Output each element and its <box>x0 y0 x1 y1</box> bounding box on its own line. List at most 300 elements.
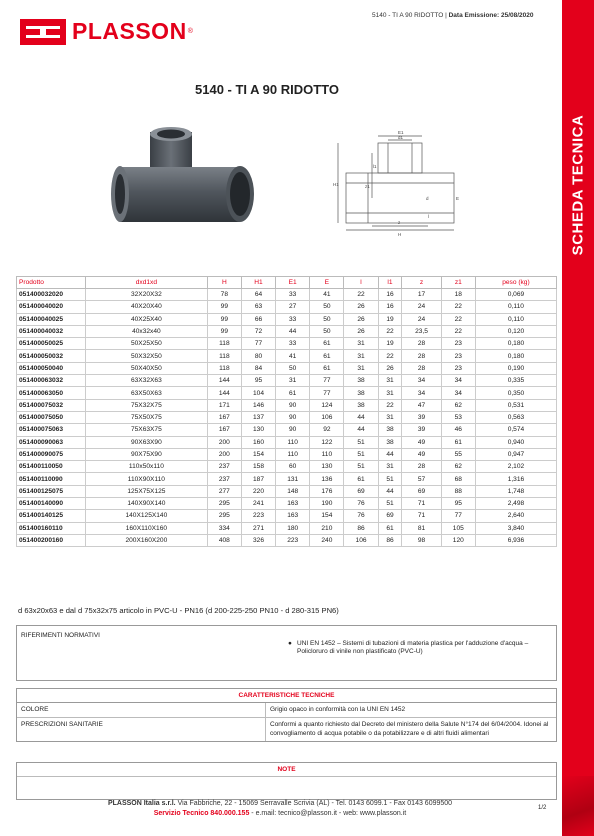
table-cell: 144 <box>207 387 241 399</box>
table-cell: 75X50X75 <box>86 411 208 423</box>
table-cell: 237 <box>207 473 241 485</box>
sidebar-label-text: SCHEDA TECNICA <box>569 114 587 256</box>
table-cell: 90X63X90 <box>86 436 208 448</box>
table-cell: 50 <box>310 313 344 325</box>
table-row <box>17 338 557 350</box>
dim-label-d: d <box>426 196 429 201</box>
table-cell: 0,180 <box>475 338 556 350</box>
product-code-cell: 051400050025 <box>17 338 86 350</box>
table-cell: 51 <box>378 498 402 510</box>
doc-reference: 5140 - TI A 90 RIDOTTO <box>372 12 444 19</box>
table-cell: 23 <box>441 362 475 374</box>
table-cell: 110 <box>276 436 310 448</box>
table-cell: 0,574 <box>475 424 556 436</box>
table-cell: 22 <box>378 325 402 337</box>
table-cell: 46 <box>441 424 475 436</box>
table-cell: 63 <box>241 301 275 313</box>
table-cell: 72 <box>241 325 275 337</box>
table-cell: 31 <box>344 362 378 374</box>
table-cell: 22 <box>344 289 378 301</box>
product-code-cell: 051400075032 <box>17 399 86 411</box>
table-cell: 160 <box>241 436 275 448</box>
table-cell: 50 <box>310 301 344 313</box>
table-cell: 31 <box>378 387 402 399</box>
table-cell: 44 <box>344 411 378 423</box>
product-code-cell: 051400125075 <box>17 485 86 497</box>
table-row <box>17 313 557 325</box>
table-cell: 90 <box>276 411 310 423</box>
table-cell: 2,102 <box>475 461 556 473</box>
table-cell: 1,748 <box>475 485 556 497</box>
table-cell: 120 <box>441 534 475 546</box>
column-header: E <box>310 277 344 289</box>
dim-label-l1: l1 <box>373 164 377 169</box>
footer-contacts <box>0 810 560 817</box>
material-footnote: d 63x20x63 e dal d 75x32x75 articolo in PVC-U - PN16 (d 200-225-250 PN10 - d 280-315 PN6) <box>18 606 339 615</box>
table-cell: 0,120 <box>475 325 556 337</box>
table-cell: 148 <box>276 485 310 497</box>
table-cell: 19 <box>378 313 402 325</box>
table-cell: 61 <box>378 522 402 534</box>
table-cell: 99 <box>207 325 241 337</box>
table-cell: 2,640 <box>475 510 556 522</box>
table-cell: 76 <box>344 510 378 522</box>
table-body <box>17 289 557 547</box>
table-cell: 50 <box>310 325 344 337</box>
product-code-cell: 051400140125 <box>17 510 86 522</box>
dim-label-l: l <box>428 214 429 219</box>
brand-name: PLASSON <box>72 18 187 44</box>
table-cell: 75X32X75 <box>86 399 208 411</box>
table-row <box>17 350 557 362</box>
table-cell: 63X50X63 <box>86 387 208 399</box>
product-code-cell: 051400063032 <box>17 375 86 387</box>
table-cell: 124 <box>310 399 344 411</box>
table-cell: 86 <box>378 534 402 546</box>
table-cell: 34 <box>402 387 441 399</box>
table-cell: 49 <box>402 436 441 448</box>
table-cell: 38 <box>344 387 378 399</box>
table-row <box>17 424 557 436</box>
table-cell: 140X90X140 <box>86 498 208 510</box>
table-cell: 223 <box>241 510 275 522</box>
table-row <box>17 510 557 522</box>
ribbon-decoration <box>562 776 594 836</box>
table-cell: 18 <box>441 289 475 301</box>
table-cell: 326 <box>241 534 275 546</box>
product-code-cell: 051400032020 <box>17 289 86 301</box>
table-cell: 106 <box>344 534 378 546</box>
table-cell: 0,190 <box>475 362 556 374</box>
table-cell: 40X25X40 <box>86 313 208 325</box>
table-cell: 22 <box>441 325 475 337</box>
table-cell: 61 <box>276 387 310 399</box>
table-cell: 78 <box>207 289 241 301</box>
table-cell: 61 <box>441 436 475 448</box>
table-cell: 39 <box>402 424 441 436</box>
table-cell: 77 <box>241 338 275 350</box>
dimensions-table <box>16 276 557 547</box>
sidebar-band <box>562 0 594 836</box>
table-row <box>17 325 557 337</box>
product-code-cell: 051400040020 <box>17 301 86 313</box>
table-cell: 408 <box>207 534 241 546</box>
sidebar-label <box>562 110 594 260</box>
table-cell: 77 <box>310 375 344 387</box>
table-cell: 163 <box>276 498 310 510</box>
colour-label: COLORE <box>21 706 49 713</box>
table-cell: 110X90X110 <box>86 473 208 485</box>
table-cell: 171 <box>207 399 241 411</box>
sanitary-row <box>17 718 556 741</box>
table-cell: 167 <box>207 424 241 436</box>
table-cell: 64 <box>241 289 275 301</box>
table-cell: 223 <box>276 534 310 546</box>
table-cell: 2,498 <box>475 498 556 510</box>
product-code-cell: 051400140090 <box>17 498 86 510</box>
table-cell: 295 <box>207 510 241 522</box>
colour-row <box>17 703 556 718</box>
sanitary-value: Conformi a quanto richiesto dal Decreto del ministero della Salute N°174 del 6/04/2004. Idonei al convogliamento di acqua potabile o da potabilizzare e di altri fluidi alimentari <box>265 718 556 741</box>
table-cell: 0,069 <box>475 289 556 301</box>
table-cell: 22 <box>378 399 402 411</box>
table-cell: 110x50x110 <box>86 461 208 473</box>
table-cell: 51 <box>344 461 378 473</box>
table-cell: 41 <box>276 350 310 362</box>
table-cell: 98 <box>402 534 441 546</box>
table-cell: 24 <box>402 301 441 313</box>
dim-label-H: H <box>398 232 402 237</box>
table-cell: 44 <box>378 485 402 497</box>
table-cell: 49 <box>402 448 441 460</box>
product-code-cell: 051400075050 <box>17 411 86 423</box>
footer-company: PLASSON Italia s.r.l. <box>107 800 176 807</box>
table-cell: 130 <box>241 424 275 436</box>
table-cell: 295 <box>207 498 241 510</box>
table-cell: 122 <box>310 436 344 448</box>
table-cell: 62 <box>441 399 475 411</box>
table-cell: 110 <box>276 448 310 460</box>
brand-logo <box>20 18 193 45</box>
table-cell: 110 <box>310 448 344 460</box>
table-cell: 34 <box>441 387 475 399</box>
dim-label-E1: E1 <box>398 130 404 135</box>
table-cell: 190 <box>310 498 344 510</box>
table-cell: 23 <box>441 350 475 362</box>
table-cell: 220 <box>241 485 275 497</box>
table-cell: 158 <box>241 461 275 473</box>
table-cell: 180 <box>276 522 310 534</box>
table-row <box>17 448 557 460</box>
table-row <box>17 485 557 497</box>
table-row <box>17 375 557 387</box>
table-cell: 28 <box>402 461 441 473</box>
table-row <box>17 289 557 301</box>
column-header: l1 <box>378 277 402 289</box>
normative-reference-text: UNI EN 1452 – Sistemi di tubazioni di materia plastica per l'adduzione d'acqua – Policloruro di vinile non plastificato (PVC-U) <box>297 640 529 656</box>
table-cell: 53 <box>441 411 475 423</box>
table-header-row <box>17 277 557 289</box>
product-code-cell: 051400050032 <box>17 350 86 362</box>
table-row <box>17 436 557 448</box>
table-cell: 31 <box>344 338 378 350</box>
table-cell: 41 <box>310 289 344 301</box>
table-row <box>17 399 557 411</box>
table-cell: 44 <box>276 325 310 337</box>
technical-characteristics-title: CARATTERISTICHE TECNICHE <box>17 689 556 703</box>
table-cell: 1,316 <box>475 473 556 485</box>
table-cell: 90 <box>276 399 310 411</box>
table-cell: 62 <box>441 461 475 473</box>
table-cell: 105 <box>441 522 475 534</box>
table-cell: 277 <box>207 485 241 497</box>
column-header: peso (kg) <box>475 277 556 289</box>
table-cell: 22 <box>441 313 475 325</box>
column-header: z1 <box>441 277 475 289</box>
table-cell: 210 <box>310 522 344 534</box>
table-cell: 39 <box>402 411 441 423</box>
table-cell: 146 <box>241 399 275 411</box>
column-header: H1 <box>241 277 275 289</box>
notes-title: NOTE <box>17 763 556 777</box>
table-cell: 51 <box>344 448 378 460</box>
table-cell: 22 <box>378 350 402 362</box>
table-cell: 3,840 <box>475 522 556 534</box>
table-cell: 51 <box>344 436 378 448</box>
table-cell: 76 <box>344 498 378 510</box>
table-cell: 32X20X32 <box>86 289 208 301</box>
product-code-cell: 051400090075 <box>17 448 86 460</box>
table-cell: 81 <box>402 522 441 534</box>
table-cell: 140X125X140 <box>86 510 208 522</box>
table-cell: 241 <box>241 498 275 510</box>
table-cell: 71 <box>402 498 441 510</box>
table-cell: 63X32X63 <box>86 375 208 387</box>
dim-label-H1: H1 <box>333 182 339 187</box>
product-code-cell: 051400040032 <box>17 325 86 337</box>
table-cell: 0,110 <box>475 301 556 313</box>
product-code-cell: 051400160110 <box>17 522 86 534</box>
table-cell: 104 <box>241 387 275 399</box>
table-cell: 69 <box>402 485 441 497</box>
table-cell: 44 <box>344 424 378 436</box>
page-number: 1/2 <box>538 805 547 811</box>
table-cell: 60 <box>276 461 310 473</box>
table-cell: 86 <box>344 522 378 534</box>
normative-references-label: RIFERIMENTI NORMATIVI <box>21 632 100 639</box>
table-cell: 40X20X40 <box>86 301 208 313</box>
table-cell: 51 <box>378 473 402 485</box>
footer-service-line: Servizio Tecnico 840.000.155 <box>153 810 250 817</box>
table-cell: 26 <box>344 301 378 313</box>
table-cell: 33 <box>276 313 310 325</box>
table-cell: 84 <box>241 362 275 374</box>
table-row <box>17 301 557 313</box>
table-row <box>17 522 557 534</box>
table-cell: 0,940 <box>475 436 556 448</box>
table-row <box>17 461 557 473</box>
table-cell: 125X75X125 <box>86 485 208 497</box>
technical-characteristics-box <box>16 688 557 742</box>
table-cell: 50X40X50 <box>86 362 208 374</box>
table-cell: 90X75X90 <box>86 448 208 460</box>
product-code-cell: 051400040025 <box>17 313 86 325</box>
column-header: dxd1xd <box>86 277 208 289</box>
document-header: 5140 - TI A 90 RIDOTTO | Data Emissione: 25/08/2020 <box>372 12 534 19</box>
table-cell: 38 <box>378 436 402 448</box>
table-cell: 31 <box>378 411 402 423</box>
table-cell: 34 <box>402 375 441 387</box>
product-code-cell: 051400050040 <box>17 362 86 374</box>
table-row <box>17 387 557 399</box>
table-cell: 24 <box>402 313 441 325</box>
normative-reference-item <box>288 640 542 657</box>
table-cell: 118 <box>207 362 241 374</box>
table-cell: 19 <box>378 338 402 350</box>
product-code-cell: 051400110050 <box>17 461 86 473</box>
table-cell: 44 <box>378 448 402 460</box>
table-cell: 163 <box>276 510 310 522</box>
table-row <box>17 498 557 510</box>
footer-address-text: Via Fabbriche, 22 - 15069 Serravalle Scrivia (AL) - Tel. 0143 6099.1 - Fax 0143 6099500 <box>175 800 453 807</box>
table-cell: 66 <box>241 313 275 325</box>
table-cell: 88 <box>441 485 475 497</box>
table-cell: 31 <box>276 375 310 387</box>
table-cell: 160X110X160 <box>86 522 208 534</box>
table-cell: 28 <box>402 350 441 362</box>
dim-label-E: E <box>456 196 460 201</box>
product-code-cell: 051400090063 <box>17 436 86 448</box>
table-cell: 38 <box>344 399 378 411</box>
table-cell: 61 <box>310 362 344 374</box>
table-cell: 31 <box>378 461 402 473</box>
table-cell: 167 <box>207 411 241 423</box>
table-cell: 0,180 <box>475 350 556 362</box>
table-cell: 16 <box>378 289 402 301</box>
table-cell: 0,531 <box>475 399 556 411</box>
table-cell: 26 <box>344 325 378 337</box>
table-cell: 130 <box>310 461 344 473</box>
table-cell: 77 <box>441 510 475 522</box>
table-cell: 50X32X50 <box>86 350 208 362</box>
table-cell: 137 <box>241 411 275 423</box>
table-cell: 6,936 <box>475 534 556 546</box>
table-cell: 69 <box>378 510 402 522</box>
notes-box <box>16 762 557 800</box>
table-cell: 0,563 <box>475 411 556 423</box>
table-cell: 75X63X75 <box>86 424 208 436</box>
table-cell: 34 <box>441 375 475 387</box>
table-cell: 26 <box>378 362 402 374</box>
table-cell: 90 <box>276 424 310 436</box>
table-cell: 80 <box>241 350 275 362</box>
table-cell: 200 <box>207 448 241 460</box>
table-cell: 33 <box>276 289 310 301</box>
table-row <box>17 362 557 374</box>
table-cell: 31 <box>378 375 402 387</box>
table-row <box>17 534 557 546</box>
table-cell: 0,110 <box>475 313 556 325</box>
dim-label-z: z <box>398 220 401 225</box>
bullet-icon: ● <box>288 640 292 647</box>
table-cell: 28 <box>402 338 441 350</box>
product-title: 5140 - TI A 90 RIDOTTO <box>195 82 340 97</box>
product-code-cell: 051400063050 <box>17 387 86 399</box>
table-cell: 17 <box>402 289 441 301</box>
table-cell: 95 <box>241 375 275 387</box>
table-cell: 106 <box>310 411 344 423</box>
table-cell: 0,335 <box>475 375 556 387</box>
logo-mark-icon <box>20 19 66 45</box>
table-cell: 23,5 <box>402 325 441 337</box>
column-header: H <box>207 277 241 289</box>
column-header: Prodotto <box>17 277 86 289</box>
table-cell: 57 <box>402 473 441 485</box>
table-cell: 28 <box>402 362 441 374</box>
table-cell: 47 <box>402 399 441 411</box>
table-cell: 69 <box>344 485 378 497</box>
table-cell: 95 <box>441 498 475 510</box>
table-cell: 38 <box>344 375 378 387</box>
table-cell: 26 <box>344 313 378 325</box>
table-cell: 154 <box>241 448 275 460</box>
table-cell: 334 <box>207 522 241 534</box>
product-code-cell: 051400110090 <box>17 473 86 485</box>
technical-drawing <box>332 128 467 238</box>
table-cell: 16 <box>378 301 402 313</box>
table-cell: 50X25X50 <box>86 338 208 350</box>
table-cell: 0,947 <box>475 448 556 460</box>
table-cell: 68 <box>441 473 475 485</box>
column-header: z <box>402 277 441 289</box>
table-cell: 71 <box>402 510 441 522</box>
registered-mark: ® <box>187 28 193 35</box>
normative-references-box <box>16 625 557 681</box>
column-header: E1 <box>276 277 310 289</box>
dim-label-z1: z1 <box>365 184 370 189</box>
table-cell: 144 <box>207 375 241 387</box>
table-cell: 99 <box>207 301 241 313</box>
table-cell: 61 <box>344 473 378 485</box>
product-code-cell: 051400075063 <box>17 424 86 436</box>
table-cell: 118 <box>207 338 241 350</box>
table-cell: 0,350 <box>475 387 556 399</box>
table-cell: 136 <box>310 473 344 485</box>
table-cell: 200 <box>207 436 241 448</box>
table-cell: 176 <box>310 485 344 497</box>
column-header: l <box>344 277 378 289</box>
table-cell: 154 <box>310 510 344 522</box>
table-cell: 240 <box>310 534 344 546</box>
table-cell: 38 <box>378 424 402 436</box>
table-cell: 23 <box>441 338 475 350</box>
table-cell: 271 <box>241 522 275 534</box>
table-cell: 237 <box>207 461 241 473</box>
colour-value: Grigio opaco in conformità con la UNI EN 1452 <box>265 703 556 717</box>
footer-contacts-text[interactable]: - e.mail: tecnico@plasson.it - web: www.plasson.it <box>249 810 407 817</box>
table-cell: 200X160X200 <box>86 534 208 546</box>
product-photo <box>110 122 260 242</box>
table-cell: 77 <box>310 387 344 399</box>
table-cell: 187 <box>241 473 275 485</box>
table-cell: 55 <box>441 448 475 460</box>
table-row <box>17 473 557 485</box>
table-cell: 92 <box>310 424 344 436</box>
table-cell: 61 <box>310 350 344 362</box>
table-cell: 118 <box>207 350 241 362</box>
dim-label-d1: d1 <box>398 135 404 140</box>
table-cell: 22 <box>441 301 475 313</box>
